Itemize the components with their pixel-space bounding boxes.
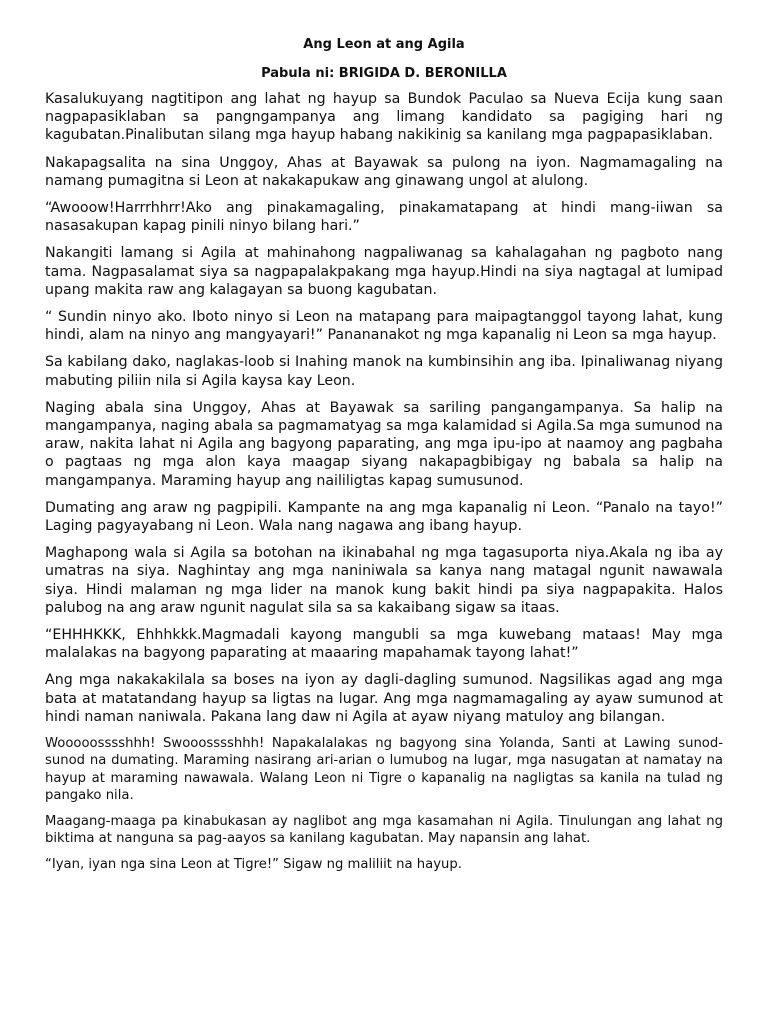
paragraph-4: Nakangiti lamang si Agila at mahinahong nagpaliwanag sa kahalagahan ng pagboto nang tama. Nagpasalamat siya sa nagpapalakpakang mga hayup.Hindi na siya nagtagal at lumipad upang makita raw ang kalagayan sa buong kagubatan. bbox=[45, 245, 723, 298]
paragraph-3: “Awooow!Harrrhhrr!Ako ang pinakamagaling, pinakamatapang at hindi mang-iiwan sa nasasakupan kapag pinili ninyo bilang hari.” bbox=[45, 200, 723, 235]
paragraph-8: Dumating ang araw ng pagpipili. Kampante na ang mga kapanalig ni Leon. “Panalo na tayo!” Laging pagyayabang ni Leon. Wala nang nagawa ang ibang hayup. bbox=[45, 499, 723, 535]
document-title: Ang Leon at ang Agila bbox=[303, 37, 465, 52]
paragraph-14: “Iyan, iyan nga sina Leon at Tigre!” Sigaw ng maliliit na hayup. bbox=[45, 857, 462, 873]
paragraph-12: Wooooosssshhh! Swooosssshhh! Napakalalakas ng bagyong sina Yolanda, Santi at Lawing sunod-sunod na dumating. Maraming nasirang ari-arian o lumubog na lugar, mga nasugatan at namatay na hayup at maraming nawawala. Walang Leon ni Tigre o kapanalig na nagligtas sa kanila na tulad ng pangako nila. bbox=[45, 736, 723, 803]
paragraph-5: “ Sundin ninyo ako. Iboto ninyo si Leon na matapang para maipagtanggol tayong lahat, kung hindi, alam na ninyo ang mangyayari!” Panananakot ng mga kapanalig ni Leon sa mga hayup. bbox=[45, 309, 723, 344]
paragraph-10: “EHHHKKK, Ehhhkkk.Magmadali kayong mangubli sa mga kuwebang mataas! May mga malalakas na bagyong paparating at maaaring mapahamak tayong lahat!” bbox=[45, 627, 723, 662]
document-subtitle: Pabula ni: BRIGIDA D. BERONILLA bbox=[261, 66, 507, 81]
paragraph-6: Sa kabilang dako, naglakas-loob si Inahing manok na kumbinsihin ang iba. Ipinaliwanag niyang mabuting piliin nila si Agila kaysa kay Leon. bbox=[45, 354, 723, 389]
paragraph-13: Maagang-maaga pa kinabukasan ay naglibot ang mga kasamahan ni Agila. Tinulungan ang lahat ng biktima at nanguna sa pag-aayos sa kanilang kagubatan. May napansin ang lahat. bbox=[45, 813, 723, 847]
paragraph-1: Kasalukuyang nagtitipon ang lahat ng hayup sa Bundok Paculao sa Nueva Ecija kung saan nagpapasiklaban sa pangngampanya ang limang kandidato sa pagiging hari ng kagubatan.Pinalibutan silang mga hayup habang nakikinig sa kanilang mga pagpapasiklaban. bbox=[45, 91, 723, 144]
paragraph-2: Nakapagsalita na sina Unggoy, Ahas at Bayawak sa pulong na iyon. Nagmamagaling na namang pumagitna si Leon at nakakapukaw ang ginawang ungol at alulong. bbox=[45, 154, 723, 189]
paragraph-11: Ang mga nakakakilala sa boses na iyon ay dagli-dagling sumunod. Nagsilikas agad ang mga bata at matatandang hayup sa ligtas na lugar. Ang mga nagmamagaling ay ayaw sumunod at hindi naman naniwala. Pakana lang daw ni Agila at ayaw niyang matuloy ang bilangan. bbox=[45, 672, 723, 725]
paragraph-9: Maghapong wala si Agila sa botohan na ikinabahal ng mga tagasuporta niya.Akala ng iba ay umatras na siya. Naghintay ang mga naniniwala sa kanya nang matagal ngunit nawawala siya. Hindi malaman ng mga lider na manok kung bakit hindi pa siya nagpapakita. Halos palubog na ang araw ngunit nagulat sila sa sa kakaibang sigaw sa itaas. bbox=[45, 545, 723, 616]
paragraph-7: Naging abala sina Unggoy, Ahas at Bayawak sa sariling pangangampanya. Sa halip na mangampanya, naging abala sa pagmamatyag sa mga kalamidad si Agila.Sa mga sumunod na araw, nakita lahat ni Agila ang bagyong paparating, ang mga ipu-ipo at naamoy ang pagbaha o pagtaas ng mga alon kaya maagap siyang nakapagbibigay ng babala sa halip na mangampanya. Maraming hayup ang naililigtas kapag sumusunod. bbox=[45, 399, 723, 489]
